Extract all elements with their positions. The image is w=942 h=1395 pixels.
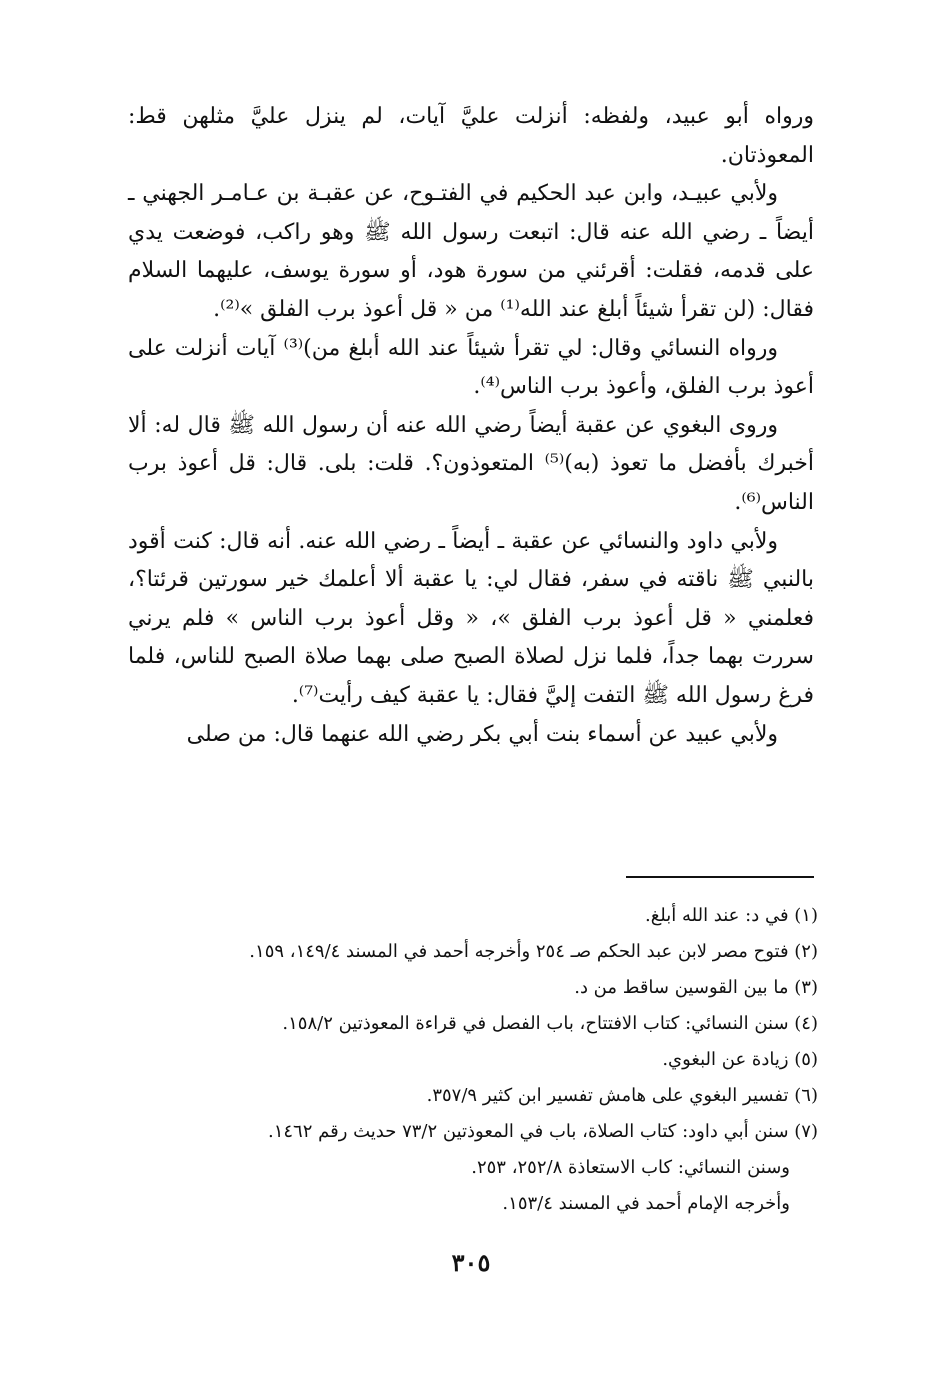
footnote-divider xyxy=(626,876,814,878)
footnote-2: (٢) فتوح مصر لابن عبد الحكم صـ ٢٥٤ وأخرجه أحمد في المسند ١٤٩/٤، ١٥٩. xyxy=(249,941,818,962)
paragraph-4: وروى البغوي عن عقبة أيضاً رضي الله عنه أن رسول الله ﷺ قال له: ألا أخبرك بأفضل ما تعوذ (به)⁽⁵⁾ المتعوذون؟. قلت: بلى. قال: قل أعوذ برب الناس⁽⁶⁾. xyxy=(128,412,814,515)
footnote-3: (٣) ما بين القوسين ساقط من د. xyxy=(574,977,818,998)
footnote-6: (٦) تفسير البغوي على هامش تفسير ابن كثير ٣٥٧/٩. xyxy=(426,1085,818,1106)
footnotes xyxy=(118,898,818,1222)
main-text xyxy=(128,98,814,754)
footnote-7: (٧) سنن أبي داود: كتاب الصلاة، باب في المعوذتين ٧٣/٢ حديث رقم ١٤٦٢. xyxy=(267,1121,818,1142)
paragraph-5: ولأبي داود والنسائي عن عقبة ـ أيضاً ـ رضي الله عنه. أنه قال: كنت أقود بالنبي ﷺ ناقته في سفر، فقال لي: يا عقبة ألا أعلمك خير سورتين قرئتا؟، فعلمني « قل أعوذ برب الفلق »، « وقل أعوذ برب الناس » فلم يرني سررت بهما جداً، فلما نزل لصلاة الصبح صلى بهما صلاة الصبح للناس، فلما فرغ رسول الله ﷺ التفت إليَّ فقال: يا عقبة كيف رأيت⁽⁷⁾. xyxy=(128,528,814,708)
footnote-1: (١) في د: عند الله أبلغ. xyxy=(644,905,818,926)
footnote-7-continuation-1: وسنن النسائي: كاب الاستعاذة ٢٥٢/٨، ٢٥٣. xyxy=(471,1157,790,1178)
paragraph-1: ورواه أبو عبيد، ولفظه: أنزلت عليَّ آيات، لم ينزل عليَّ مثلهن قط: المعوذتان. xyxy=(128,104,814,168)
footnote-5: (٥) زيادة عن البغوي. xyxy=(662,1049,818,1070)
paragraph-3: ورواه النسائي وقال: لي تقرأ شيئاً عند الله أبلغ من)⁽³⁾ آيات أنزلت على أعوذ برب الفلق، وأعوذ برب الناس⁽⁴⁾. xyxy=(128,335,814,400)
footnote-7-continuation-2: وأخرجه الإمام أحمد في المسند ١٥٣/٤. xyxy=(502,1193,790,1214)
page-number: ٣٠٥ xyxy=(451,1248,491,1277)
paragraph-2: ولأبي عبيـد، وابن عبد الحكيم في الفتـوح، عن عقبـة بن عـامـر الجهني ـ أيضاً ـ رضي الله عنه قال: اتبعت رسول الله ﷺ وهو راكب، فوضعت يدي على قدمه، فقلت: أقرئني من سورة هود، أو سورة يوسف، عليهما السلام فقال: (لن تقرأ شيئاً أبلغ عند الله⁽¹⁾ من « قل أعوذ برب الفلق »⁽²⁾. xyxy=(128,181,814,322)
footnote-4: (٤) سنن النسائي: كتاب الافتتاح، باب الفصل في قراءة المعوذتين ١٥٨/٢. xyxy=(282,1013,818,1034)
paragraph-6: ولأبي عبيد عن أسماء بنت أبي بكر رضي الله عنهما قال: من صلى xyxy=(186,721,778,747)
